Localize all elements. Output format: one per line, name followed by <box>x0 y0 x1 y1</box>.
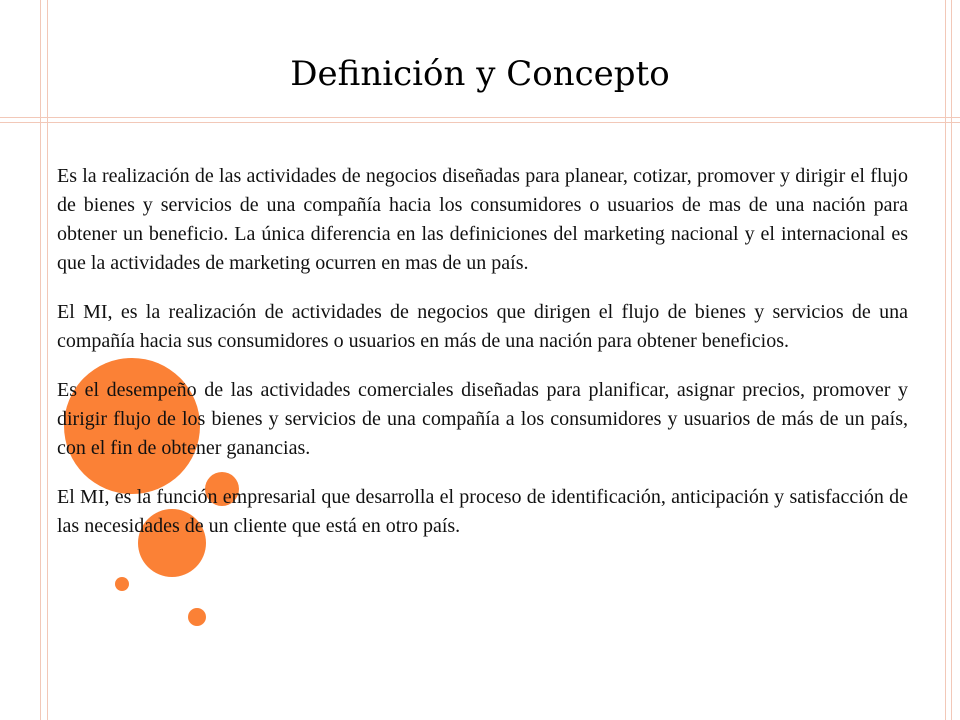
paragraph-3: Es el desempeño de las actividades comerciales diseñadas para planificar, asignar precios, promover y dirigir flujo de los bienes y servicios de una compañía a los consumidores y usuarios de más de un país, con el fin de obtener ganancias. <box>57 379 908 459</box>
title-rule-bottom <box>0 122 960 123</box>
paragraph-2: El MI, es la realización de actividades de negocios que dirigen el flujo de bienes y servicios de una compañía hacia sus consumidores o usuarios en más de una nación para obtener beneficios. <box>57 301 908 352</box>
slide-body <box>57 162 908 561</box>
frame-line-right-inner <box>945 0 946 720</box>
frame-line-left-inner <box>47 0 48 720</box>
frame-line-left-outer <box>40 0 41 720</box>
decorative-circle-tiny <box>188 608 206 626</box>
paragraph-1: Es la realización de las actividades de negocios diseñadas para planear, cotizar, promover y dirigir el flujo de bienes y servicios de una compañía hacia los consumidores o usuarios de mas de una nación para obtener un beneficio. La única diferencia en las definiciones del marketing nacional y el internacional es que la actividades de marketing ocurren en mas de un país. <box>57 165 908 274</box>
frame-line-right-outer <box>951 0 952 720</box>
decorative-circle-dot <box>115 577 129 591</box>
slide-title: Definición y Concepto <box>290 54 670 94</box>
paragraph-4: El MI, es la función empresarial que desarrolla el proceso de identificación, anticipación y satisfacción de las necesidades de un cliente que está en otro país. <box>57 486 908 537</box>
title-rule-top <box>0 117 960 118</box>
